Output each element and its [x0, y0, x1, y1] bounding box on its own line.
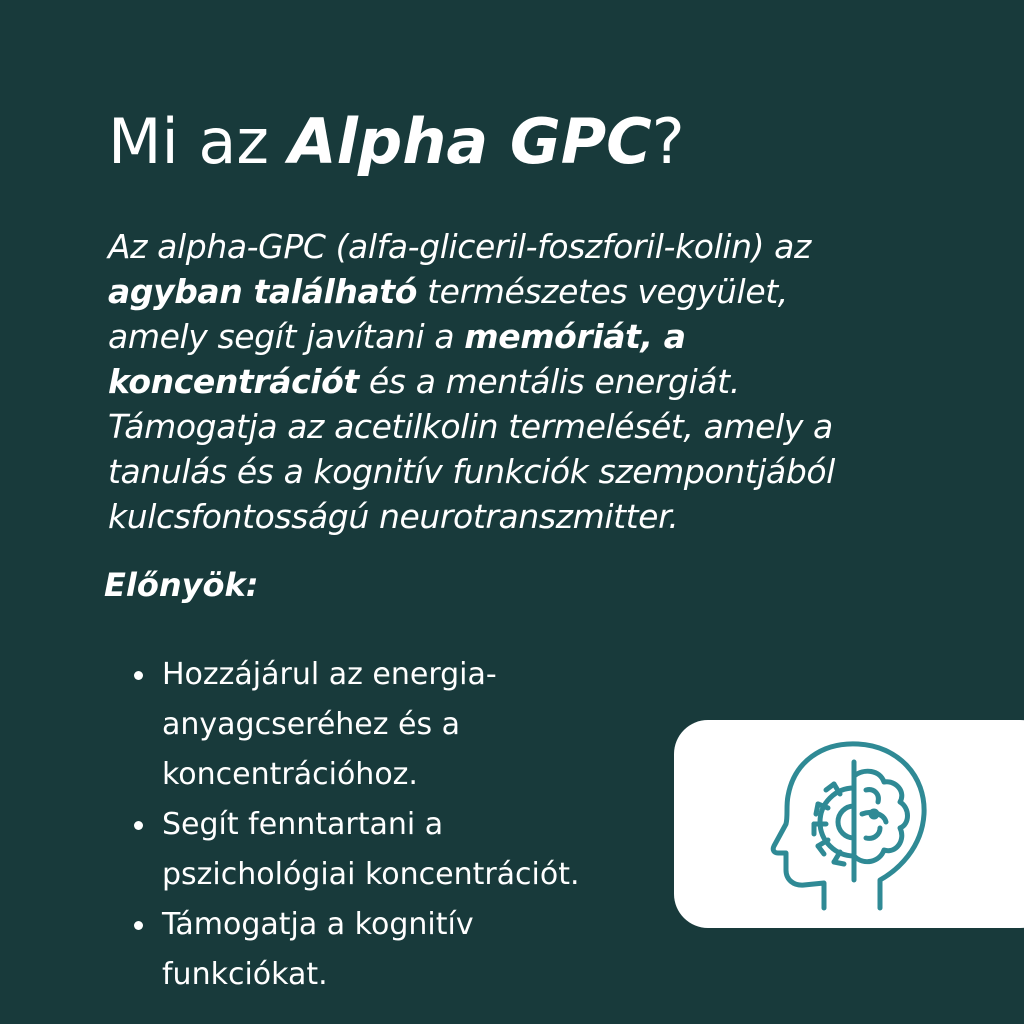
benefit-line: pszichológiai koncentrációt.	[162, 857, 580, 892]
benefit-line: Hozzájárul az energia-	[162, 657, 497, 692]
intro-line: Támogatja az acetilkolin termelését, amely a	[108, 407, 833, 446]
intro-line: tanulás és a kognitív funkciók szempontjából	[108, 452, 835, 491]
intro-highlight: memóriát, a	[464, 317, 686, 356]
benefit-line: Segít fenntartani a	[162, 807, 444, 842]
intro-text: és a mentális energiát.	[358, 362, 740, 401]
benefit-line: funkciókat.	[162, 957, 328, 992]
intro-line: kulcsfontosságú neurotranszmitter.	[108, 497, 679, 536]
intro-line	[108, 359, 988, 404]
title-emphasis: Alpha GPC	[288, 105, 652, 178]
benefit-line: anyagcseréhez és a	[162, 707, 461, 742]
title-prefix: Mi az	[108, 105, 289, 178]
benefit-item	[130, 900, 670, 1000]
page-title	[108, 104, 685, 180]
title-suffix: ?	[651, 105, 685, 178]
intro-line	[108, 314, 988, 359]
benefit-item	[130, 650, 670, 800]
intro-highlight: agyban található	[108, 272, 418, 311]
benefits-list	[130, 650, 670, 1000]
intro-text: amely segít javítani a	[108, 317, 465, 356]
intro-text: természetes vegyület,	[417, 272, 788, 311]
icon-card	[674, 720, 1024, 928]
head-brain-gear-icon	[770, 740, 940, 912]
intro-line	[108, 269, 988, 314]
benefits-heading: Előnyök:	[104, 566, 259, 604]
intro-highlight: koncentrációt	[108, 362, 359, 401]
benefit-line: koncentrációhoz.	[162, 757, 418, 792]
bullet-icon	[134, 921, 143, 930]
benefit-line: Támogatja a kognitív	[162, 907, 474, 942]
intro-paragraph	[108, 224, 988, 539]
benefit-item	[130, 800, 670, 900]
intro-line: Az alpha-GPC (alfa-gliceril-foszforil-kolin) az	[108, 227, 811, 266]
bullet-icon	[134, 821, 143, 830]
bullet-icon	[134, 671, 143, 680]
